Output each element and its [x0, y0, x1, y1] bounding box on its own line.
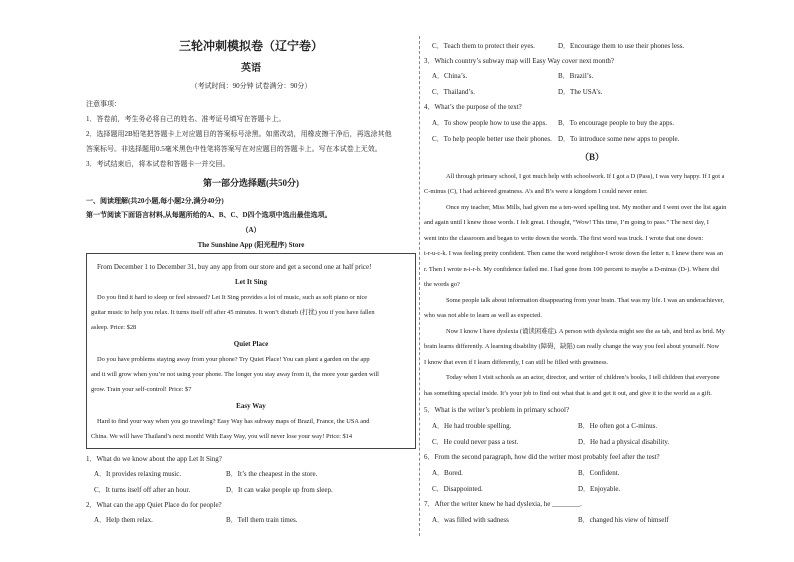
passage-b-line: I know that even if I learn differently, I can still be filled with greatness.: [424, 359, 609, 366]
q5-option-a: A．He had trouble spelling.: [432, 422, 512, 430]
q1-option-d: D．It can wake people up from sleep.: [226, 486, 333, 494]
passage-b-line: the words go?: [424, 281, 460, 288]
q6-option-b: B．Confident.: [578, 469, 620, 477]
q5-option-b: B．He often got a C-minus.: [578, 422, 658, 430]
passage-a-intro: From December 1 to December 31, buy any app from our store and get a second one at half price!: [97, 263, 372, 271]
note-1: 1．答卷前，考生务必将自己的姓名、准考证号填写在答题卡上。: [86, 115, 286, 123]
q4-option-c: C．To help people better use their phones.: [432, 135, 552, 143]
passage-a-label: （A）: [241, 226, 261, 234]
passage-b-line: All through primary school, I got much help with schoolwork. If I got a D (Pass), I was very happy. If I got a: [446, 173, 725, 180]
q1-option-c: C．It turns itself off after an hour.: [94, 486, 191, 494]
q4-option-a: A．To show people how to use the apps.: [432, 119, 547, 127]
q3-option-a: A．China’s.: [432, 72, 468, 80]
note-2-cont: 答案标号。非选择题用0.5毫米黑色中性笔将答案写在对应题目的答题卡上。写在本试卷上无效。: [86, 145, 382, 153]
exam-title: 三轮冲刺模拟卷（辽宁卷）: [178, 39, 323, 53]
q6-option-a: A．Bored.: [432, 469, 463, 477]
question-2: 2．What can the app Quiet Place do for people?: [86, 501, 222, 509]
note-2: 2．选择题用2B铅笔把答题卡上对应题目的答案标号涂黑。如需改动，用橡皮擦干净后，再选涂其他: [86, 130, 392, 138]
q7-option-a: A．was filled with sadness: [432, 516, 509, 524]
q6-option-c: C．Disappointed.: [432, 485, 483, 493]
passage-b-line: C-minus (C), I had achieved greatness. A’s and B’s were a kingdom I could never enter.: [424, 188, 648, 195]
app-desc-line: grow. Train your self-control! Price: $7: [91, 386, 192, 393]
app-desc-line: Hard to find your way when you go traveling? Easy Way has subway maps of Brazil, France, the USA and: [97, 418, 370, 425]
q2-option-b: B．Tell them train times.: [226, 516, 298, 524]
q1-option-b: B．It’s the cheapest in the store.: [226, 470, 318, 478]
question-1: 1．What do we know about the app Let It Sing?: [86, 455, 222, 463]
passage-b-label: （B）: [579, 152, 604, 162]
passage-b-line: Some people talk about information disappearing from your brain. That was my life. I was an underachiever,: [446, 297, 725, 304]
app-desc-line: asleep. Price: $28: [91, 324, 137, 331]
q2-option-d: D．Encourage them to use their phones less.: [558, 42, 685, 50]
note-3: 3．考试结束后，将本试卷和答题卡一并交回。: [86, 160, 230, 168]
q3-option-d: D．The USA’s.: [558, 88, 603, 96]
q2-option-c: C．Teach them to protect their eyes.: [432, 42, 535, 50]
passage-b-line: Once my teacher, Miss Mills, had given me a ten-word spelling test. My mother and I went over the list again: [446, 204, 727, 211]
passage-b-line: r. Then I wrote n-i-r-b. My confidence failed me. I had gone from 100 percent to maybe a D-minus (D-). Where did: [424, 266, 720, 273]
q3-option-b: B．Brazil’s.: [558, 72, 594, 80]
subject-title: 英语: [241, 63, 261, 74]
question-5: 5．What is the writer’s problem in primary school?: [424, 406, 570, 414]
q5-option-c: C．He could never pass a test.: [432, 438, 519, 446]
q4-option-d: D．To introduce some new apps to people.: [558, 135, 680, 143]
column-divider: [419, 36, 420, 536]
q7-option-b: B．changed his view of himself: [578, 516, 669, 524]
app-desc-line: and it will grow when you’re not using your phone. The longer you stay away from it, the more your garden will: [91, 371, 379, 378]
q2-option-a: A．Help them relax.: [94, 516, 153, 524]
passage-b-line: and again until I knew those words. I felt great. I thought, “Wow! This time, I’m going to pass.” The next day, I: [424, 219, 709, 226]
q1-option-a: A．It provides relaxing music.: [94, 470, 182, 478]
app-desc-line: Do you find it hard to sleep or feel stressed? Let It Sing provides a lot of music, such as soft piano or nice: [97, 294, 368, 301]
passage-b-line: brain learns differently. A learning disability (障碍，缺陷) can really change the way you feel about yourself. Now: [424, 343, 720, 350]
q3-option-c: C．Thailand’s.: [432, 88, 475, 96]
question-6: 6．From the second paragraph, how did the writer most probably feel after the test?: [424, 453, 660, 461]
passage-b-line: who was not able to learn as well as expected.: [424, 312, 542, 319]
passage-a-heading: The Sunshine App (阳光程序) Store: [197, 241, 305, 249]
q5-option-d: D．He had a physical disability.: [578, 438, 670, 446]
passage-b-line: t-r-u-c-k. I was feeling pretty confident. Then came the word neighbor-I wrote down the letter n. I knew there was an: [424, 250, 723, 257]
app-desc-line: China. We will have Thailand’s next month! With Easy Way, you will never lose your way! Price: $14: [91, 433, 353, 440]
q4-option-b: B．To encourage people to buy the apps.: [558, 119, 674, 127]
q6-option-d: D．Enjoyable.: [578, 485, 621, 493]
app-store-box: [86, 253, 416, 449]
passage-b-line: Today when I visit schools as an actor, director, and writer of children’s books, I tell children that everyone: [446, 374, 720, 381]
passage-b-line: has something special inside. It’s your job to find out what that is and get it out, and give it to the world as a gift.: [424, 390, 712, 397]
question-3: 3．Which country’s subway map will Easy Way cover next month?: [424, 57, 615, 65]
app-name-quiet-place: Quiet Place: [233, 340, 269, 348]
app-desc-line: guitar music to help you relax. It turns itself off after 45 minutes. It won’t disturb (打扰) you if you have fallen: [91, 309, 375, 316]
question-7: 7．After the writer knew he had dyslexia, he ________.: [424, 500, 582, 508]
passage-b-line: Now I know I have dyslexia (诵读困难症). A person with dyslexia might see the as tah, and bird as brid. My: [446, 328, 725, 335]
section-1-title: 一、阅读理解(共20小题,每小题2分,满分40分): [86, 197, 224, 205]
notes-title: 注意事项：: [86, 100, 121, 108]
section-1-desc: 第一节阅读下面语言材料,从每题所给的A、B、C、D四个选项中选出最佳选项。: [86, 211, 332, 219]
part-title: 第一部分选择题(共50分): [203, 178, 299, 188]
passage-b-line: went into the classroom and began to write down the words. The first word was truck. I wrote that one down:: [424, 235, 704, 242]
app-name-easy-way: Easy Way: [236, 402, 266, 410]
app-name-let-it-sing: Let It Sing: [235, 278, 267, 286]
app-desc-line: Do you have problems staying away from your phone? Try Quiet Place! You can plant a garden on the app: [97, 356, 370, 363]
exam-info: （考试时间：90分钟 试卷满分：90分）: [190, 82, 312, 90]
question-4: 4．What’s the purpose of the text?: [424, 103, 522, 111]
